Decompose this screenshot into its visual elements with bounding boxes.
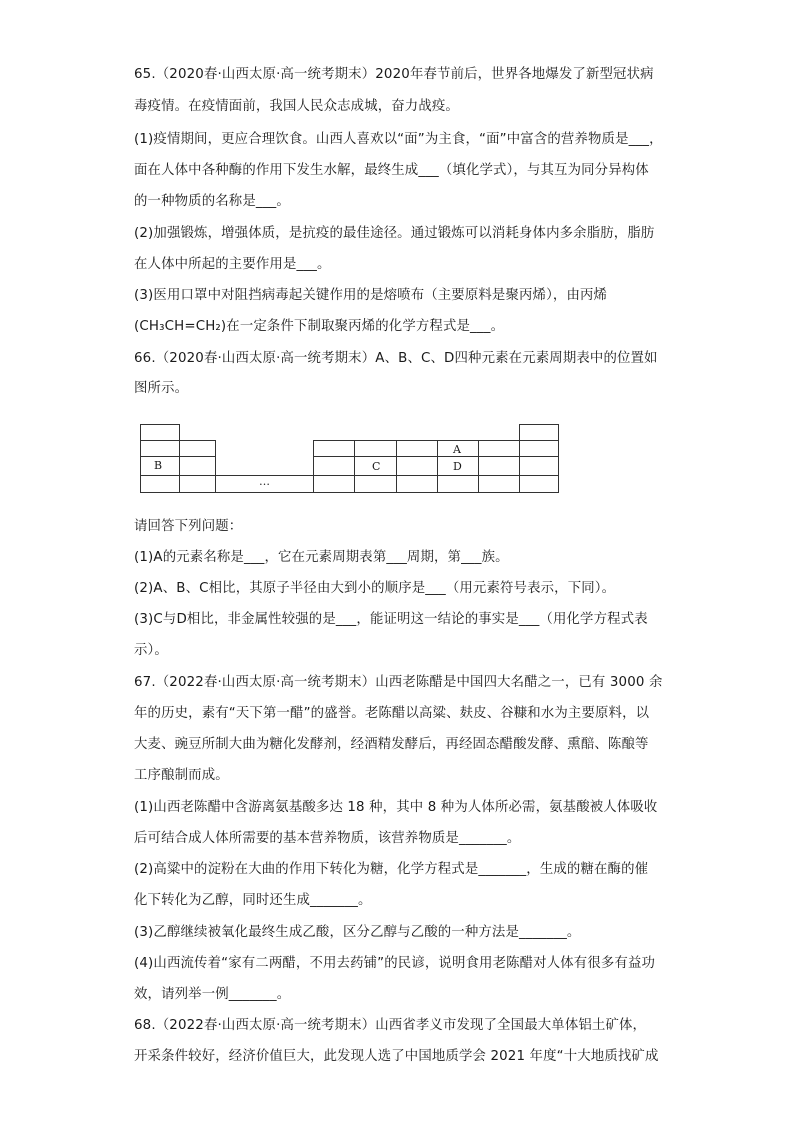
q65-2-line-1: (2)加强锻炼，增强体质，是抗疫的最佳途径。通过锻炼可以消耗身体内多余脂肪，脂肪 (134, 226, 655, 241)
q68-line-2: 开采条件较好，经济价值巨大，此发现人选了中国地质学会 2021 年度“十大地质找矿成 (134, 1049, 659, 1064)
q65-1-line-3: 的一种物质的名称是___。 (134, 194, 290, 209)
q65-2-line-2: 在人体中所起的主要作用是___。 (134, 257, 331, 272)
q68-line-1: 68.（2022春·山西太原·高一统考期末）山西省孝义市发现了全国最大单体铝土矿体， (134, 1018, 647, 1033)
q65-1-line-1: (1)疫情期间，更应合理饮食。山西人喜欢以“面”为主食，“面”中富含的营养物质是___， (134, 132, 663, 147)
q67-1-line-1: (1)山西老陈醋中含游离氨基酸多达 18 种，其中 8 种为人体所必需，氨基酸被人体吸收 (134, 800, 658, 815)
pt-cell (140, 475, 180, 493)
pt-cell (396, 475, 438, 493)
pt-label-a: A (453, 443, 461, 456)
pt-cell (478, 440, 520, 457)
q67-2-line-1: (2)高粱中的淀粉在大曲的作用下转化为糖，化学方程式是_______，生成的糖在酶的催 (134, 862, 649, 877)
pt-cell (179, 440, 216, 457)
q67-1-line-2: 后可结合成人体所需要的基本营养物质，该营养物质是_______。 (134, 831, 521, 846)
pt-cell (354, 440, 397, 457)
pt-cell (313, 456, 355, 476)
q65-3-line-2: (CH₃CH=CH₂)在一定条件下制取聚丙烯的化学方程式是___。 (134, 319, 505, 334)
pt-cell (140, 424, 180, 441)
pt-cell (396, 456, 438, 476)
pt-cell (140, 440, 180, 457)
q65-line-1: 65.（2020春·山西太原·高一统考期末）2020年春节前后，世界各地爆发了新型冠状病 (134, 67, 654, 82)
pt-cell (519, 424, 559, 441)
pt-cell (519, 456, 559, 476)
q66-prompt: 请回答下列问题： (134, 519, 243, 534)
pt-cell (478, 456, 520, 476)
q65-line-2: 毒疫情。在疫情面前，我国人民众志成城，奋力战疫。 (134, 99, 459, 114)
q67-line-3: 大麦、豌豆所制大曲为糖化发酵剂，经酒精发酵后，再经固态醋酸发酵、熏醅、陈酿等 (134, 737, 649, 752)
q66-2: (2)A、B、C相比，其原子半径由大到小的顺序是___（用元素符号表示，下同）。 (134, 581, 616, 596)
pt-label-d: D (453, 460, 462, 473)
q67-2-line-2: 化下转化为乙醇，同时还生成_______。 (134, 893, 372, 908)
pt-cell (478, 475, 520, 493)
q67-3: (3)乙醇继续被氧化最终生成乙酸，区分乙醇与乙酸的一种方法是_______。 (134, 925, 581, 940)
pt-cell (396, 440, 438, 457)
pt-cell (354, 475, 397, 493)
q65-1-line-2: 面在人体中各种酶的作用下发生水解，最终生成___（填化学式），与其互为同分异构体 (134, 163, 649, 178)
q67-line-2: 年的历史，素有“天下第一醋”的盛誉。老陈醋以高粱、麸皮、谷糠和水为主要原料，以 (134, 706, 650, 721)
q66-3-line-2: 示）。 (134, 643, 168, 658)
pt-cell (519, 440, 559, 457)
q66-1: (1)A的元素名称是___，它在元素周期表第___周期，第___族。 (134, 550, 509, 565)
q67-4-line-1: (4)山西流传着“家有二两醋，不用去药铺”的民谚，说明食用老陈醋对人体有很多有益功 (134, 956, 656, 971)
q66-line-2: 图所示。 (134, 381, 189, 396)
q67-line-4: 工序酿制而成。 (134, 768, 229, 783)
pt-cell (437, 475, 479, 493)
pt-cell (313, 475, 355, 493)
pt-cell (519, 475, 559, 493)
q66-3-line-1: (3)C与D相比，非金属性较强的是___，能证明这一结论的事实是___（用化学方程式表 (134, 612, 648, 627)
pt-ellipsis: … (259, 475, 270, 488)
q67-line-1: 67.（2022春·山西太原·高一统考期末）山西老陈醋是中国四大名醋之一，已有 3000 余 (134, 675, 663, 690)
pt-cell (179, 475, 216, 493)
pt-cell (179, 456, 216, 476)
q65-3-line-1: (3)医用口罩中对阻挡病毒起关键作用的是熔喷布（主要原料是聚丙烯），由丙烯 (134, 288, 608, 303)
q67-4-line-2: 效，请列举一例_______。 (134, 987, 291, 1002)
pt-label-c: C (372, 460, 381, 473)
pt-cell (313, 440, 355, 457)
pt-label-b: B (154, 459, 163, 472)
q66-line-1: 66.（2020春·山西太原·高一统考期末）A、B、C、D四种元素在元素周期表中的位置如 (134, 351, 658, 366)
